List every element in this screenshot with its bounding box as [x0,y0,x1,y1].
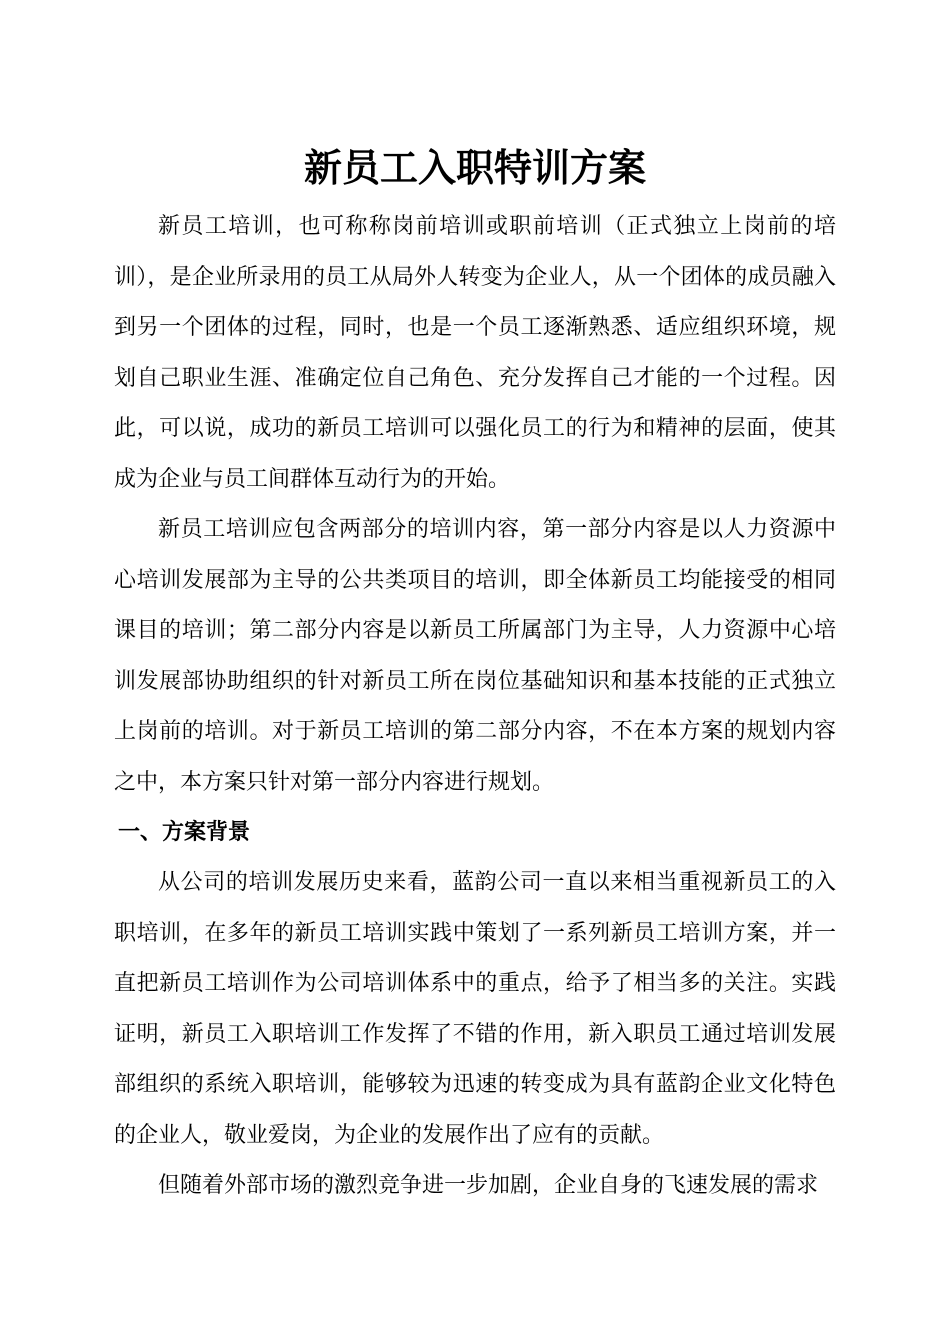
section-heading-background: 一、方案背景 [118,820,251,845]
intro-paragraph-1: 新员工培训，也可称称岗前培训或职前培训（正式独立上岗前的培训），是企业所录用的员工从局外人转变为企业人，从一个团体的成员融入到另一个团体的过程，同时，也是一个员工逐渐熟悉、适应组织环境，规划自己职业生涯、准确定位自己角色、充分发挥自己才能的一个过程。因此，可以说，成功的新员工培训可以强化员工的行为和精神的层面，使其成为企业与员工间群体互动行为的开始。 [114,214,836,492]
section1-paragraph-1: 从公司的培训发展历史来看，蓝韵公司一直以来相当重视新员工的入职培训，在多年的新员工培训实践中策划了一系列新员工培训方案，并一直把新员工培训作为公司培训体系中的重点，给予了相当多的关注。实践证明，新员工入职培训工作发挥了不错的作用，新入职员工通过培训发展部组织的系统入职培训，能够较为迅速的转变成为具有蓝韵企业文化特色的企业人，敬业爱岗，为企业的发展作出了应有的贡献。 [114,870,836,1148]
intro-paragraph-2: 新员工培训应包含两部分的培训内容，第一部分内容是以人力资源中心培训发展部为主导的公共类项目的培训，即全体新员工均能接受的相同课目的培训；第二部分内容是以新员工所属部门为主导，人力资源中心培训发展部协助组织的针对新员工所在岗位基础知识和基本技能的正式独立上岗前的培训。对于新员工培训的第二部分内容，不在本方案的规划内容之中，本方案只针对第一部分内容进行规划。 [114,517,836,795]
document-title: 新员工入职特训方案 [303,145,646,190]
section1-paragraph-2: 但随着外部市场的激烈竞争进一步加剧，企业自身的飞速发展的需求 [158,1173,819,1198]
document-body [114,140,836,1212]
